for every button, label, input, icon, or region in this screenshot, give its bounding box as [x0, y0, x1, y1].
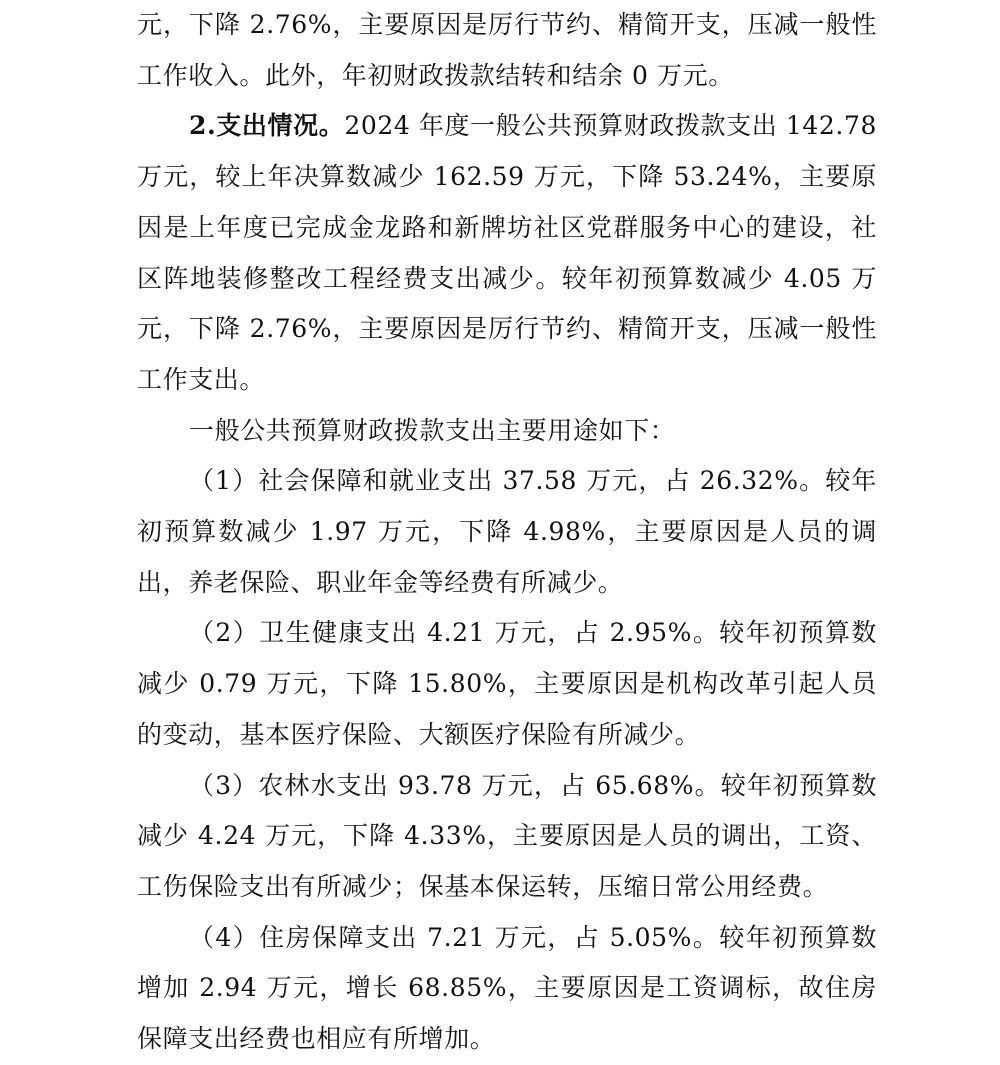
paragraph-text: 2024 年度一般公共预算财政拨款支出 142.78 万元，较上年决算数减少 162.59 万元，下降 53.24%，主要原因是上年度已完成金龙路和新牌坊社区党群服务中心的建设，社区阵地装修整改工程经费支出减少。较年初预算数减少 4.05 万元，下降 2.76%，主要原因是厉行节约、精简开支，压减一般性工作支出。: [137, 111, 877, 394]
section-heading: 2.支出情况。: [189, 111, 345, 141]
paragraph-text: 一般公共预算财政拨款支出主要用途如下：: [189, 415, 676, 445]
paragraph-income-tail: [137, 0, 877, 101]
paragraph-text: （3）农林水支出 93.78 万元，占 65.68%。较年初预算数减少 4.24 万元，下降 4.33%，主要原因是人员的调出，工资、工伤保险支出有所减少；保基本保运转，压缩日常公用经费。: [137, 770, 877, 901]
paragraph-text: 元，下降 2.76%，主要原因是厉行节约、精简开支，压减一般性工作收入。此外，年初财政拨款结转和结余 0 万元。: [137, 10, 877, 90]
paragraph-expenditure: [137, 101, 877, 405]
document-page: [137, 0, 877, 1065]
paragraph-text: （1）社会保障和就业支出 37.58 万元，占 26.32%。较年初预算数减少 1.97 万元，下降 4.98%，主要原因是人员的调出，养老保险、职业年金等经费有所减少。: [137, 466, 877, 597]
paragraph-usage-intro: [137, 406, 877, 457]
paragraph-item-health: [137, 608, 877, 760]
paragraph-item-agriculture: [137, 761, 877, 913]
paragraph-text: （2）卫生健康支出 4.21 万元，占 2.95%。较年初预算数减少 0.79 万元，下降 15.80%，主要原因是机构改革引起人员的变动，基本医疗保险、大额医疗保险有所减少。: [137, 618, 877, 749]
paragraph-text: （4）住房保障支出 7.21 万元，占 5.05%。较年初预算数增加 2.94 万元，增长 68.85%，主要原因是工资调标，故住房保障支出经费也相应有所增加。: [137, 922, 877, 1054]
paragraph-item-social-security: [137, 456, 877, 608]
paragraph-item-housing: [137, 913, 877, 1065]
